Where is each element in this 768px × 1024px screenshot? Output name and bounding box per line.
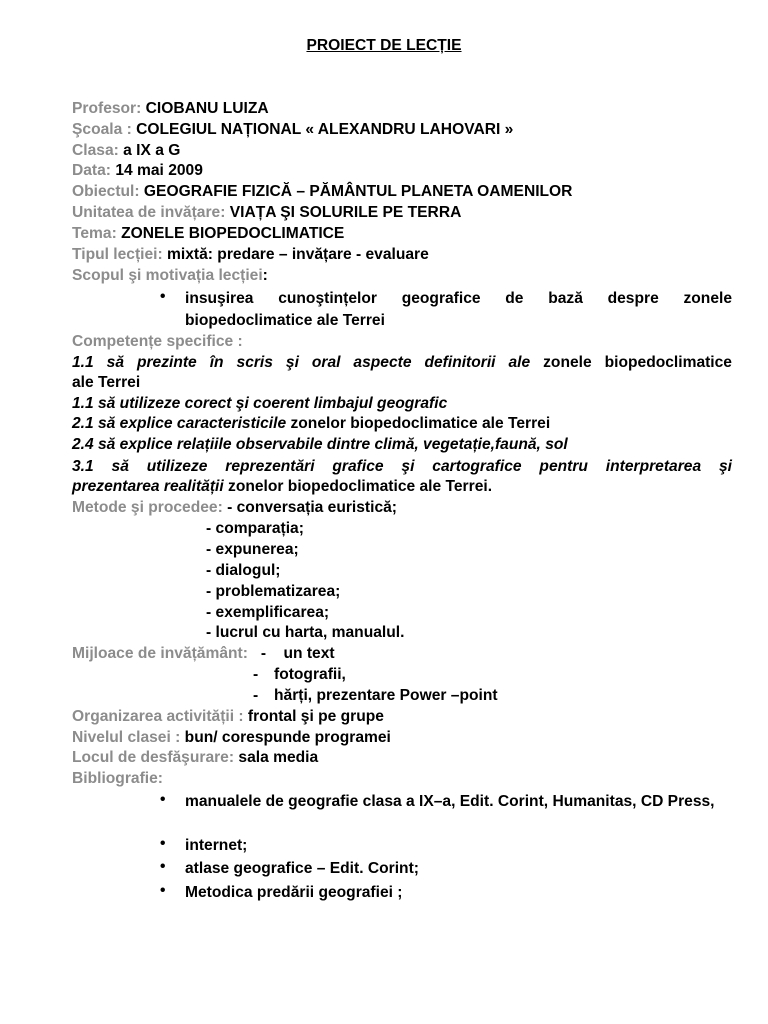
field-label: Şcoala : [72,121,132,138]
bibliografie-label: Bibliografie: [72,770,163,787]
field-scopul [72,266,268,286]
field-metode [72,498,397,518]
competenta-text-rest: zonelor biopedoclimatice ale Terrei. [223,478,493,495]
list-item-text: manualele de geografie clasa a IX–a, Edit. Corint, Humanitas, CD Press, [185,793,715,810]
metode-item: - expunerea; [206,541,299,558]
metode-item: - dialogul; [206,562,281,579]
list-item-text: insuşirea cunoştințelor geografice de bază despre zonele biopedoclimatice ale Terrei [185,290,732,329]
field-value: sala media [234,749,319,766]
field-value: GEOGRAFIE FIZICĂ – PĂMÂNTUL PLANETA OAMENILOR [139,183,573,200]
competenta-text-rest: zonelor biopedoclimatice ale Terrei [286,415,551,432]
field-clasa [72,141,180,161]
field-label: Tema: [72,225,117,242]
field-value: CIOBANU LUIZA [141,100,269,117]
field-tema [72,224,344,244]
field-label: Scopul şi motivația lecției [72,267,263,284]
competenta-2-1 [72,414,550,434]
list-item-text: internet; [185,837,248,854]
field-label: Obiectul: [72,183,140,200]
field-label: Tipul lecției: [72,246,163,263]
field-value: mixtă: predare – invățare - evaluare [162,246,429,263]
bullet-icon: • [160,882,166,899]
competenta-3-1-cont [72,477,492,497]
field-label: Profesor: [72,100,142,117]
field-nivelul [72,728,391,748]
field-label: Data: [72,162,111,179]
field-mijloace [72,644,335,664]
field-label: Locul de desfăşurare: [72,749,235,766]
competenta-1-1a [72,352,732,373]
field-label: Metode şi procedee: [72,499,223,516]
metode-item: - exemplificarea; [206,604,330,621]
competenta-text-rest: zonele biopedoclimatice [530,354,732,371]
field-value: - un text [247,645,335,662]
bullet-icon: • [160,835,166,852]
competenta-text: 1.1 să prezinte în scris şi oral aspecte definitorii ale [72,354,531,371]
field-locul [72,748,318,768]
competenta-1-1a-cont: ale Terrei [72,374,141,391]
competenta-2-4: 2.4 să explice relațiile observabile dintre climă, vegetație,faună, sol [72,436,568,453]
field-label: Unitatea de invățare: [72,204,226,221]
field-label: Nivelul clasei : [72,729,181,746]
field-unitatea [72,203,461,223]
field-scoala [72,120,513,140]
bullet-icon: • [160,791,166,808]
field-value: : [262,267,268,284]
field-value: ZONELE BIOPEDOCLIMATICE [116,225,345,242]
field-value: - conversația euristică; [222,499,397,516]
competenta-text: 2.1 să explice caracteristicile [72,415,287,432]
field-label: Mijloace de invățământ: [72,645,248,662]
metode-item: - problematizarea; [206,583,341,600]
mijloace-dash: - [253,666,259,683]
mijloace-item: fotografii, [274,666,346,683]
bullet-icon: • [160,288,166,305]
field-data [72,161,203,181]
field-value: COLEGIUL NAȚIONAL « ALEXANDRU LAHOVARI » [131,121,514,138]
field-value: a IX a G [118,142,181,159]
competente-label: Competențe specifice : [72,333,243,350]
metode-item: - lucrul cu harta, manualul. [206,624,405,641]
field-tipul [72,245,429,265]
field-label: Organizarea activității : [72,708,244,725]
field-profesor [72,99,269,119]
mijloace-item: hărți, prezentare Power –point [274,687,498,704]
bullet-icon: • [160,858,166,875]
competenta-1-1b: 1.1 să utilizeze corect şi coerent limbajul geografic [72,395,448,412]
list-item-text: atlase geografice – Edit. Corint; [185,860,419,877]
field-value: bun/ corespunde programei [180,729,391,746]
field-organizarea [72,707,384,727]
metode-item: - comparația; [206,520,304,537]
field-value: frontal şi pe grupe [243,708,384,725]
page-title: PROIECT DE LECȚIE [306,37,462,54]
competenta-3-1: 3.1 să utilizeze reprezentări grafice şi cartografice pentru interpretarea şi [72,458,732,475]
field-value: 14 mai 2009 [111,162,203,179]
mijloace-dash: - [253,687,259,704]
list-item-text: Metodica predării geografiei ; [185,884,403,901]
field-obiectul [72,182,572,202]
competenta-text: prezentarea realității [72,478,224,495]
field-label: Clasa: [72,142,119,159]
field-value: VIAȚA ŞI SOLURILE PE TERRA [225,204,462,221]
